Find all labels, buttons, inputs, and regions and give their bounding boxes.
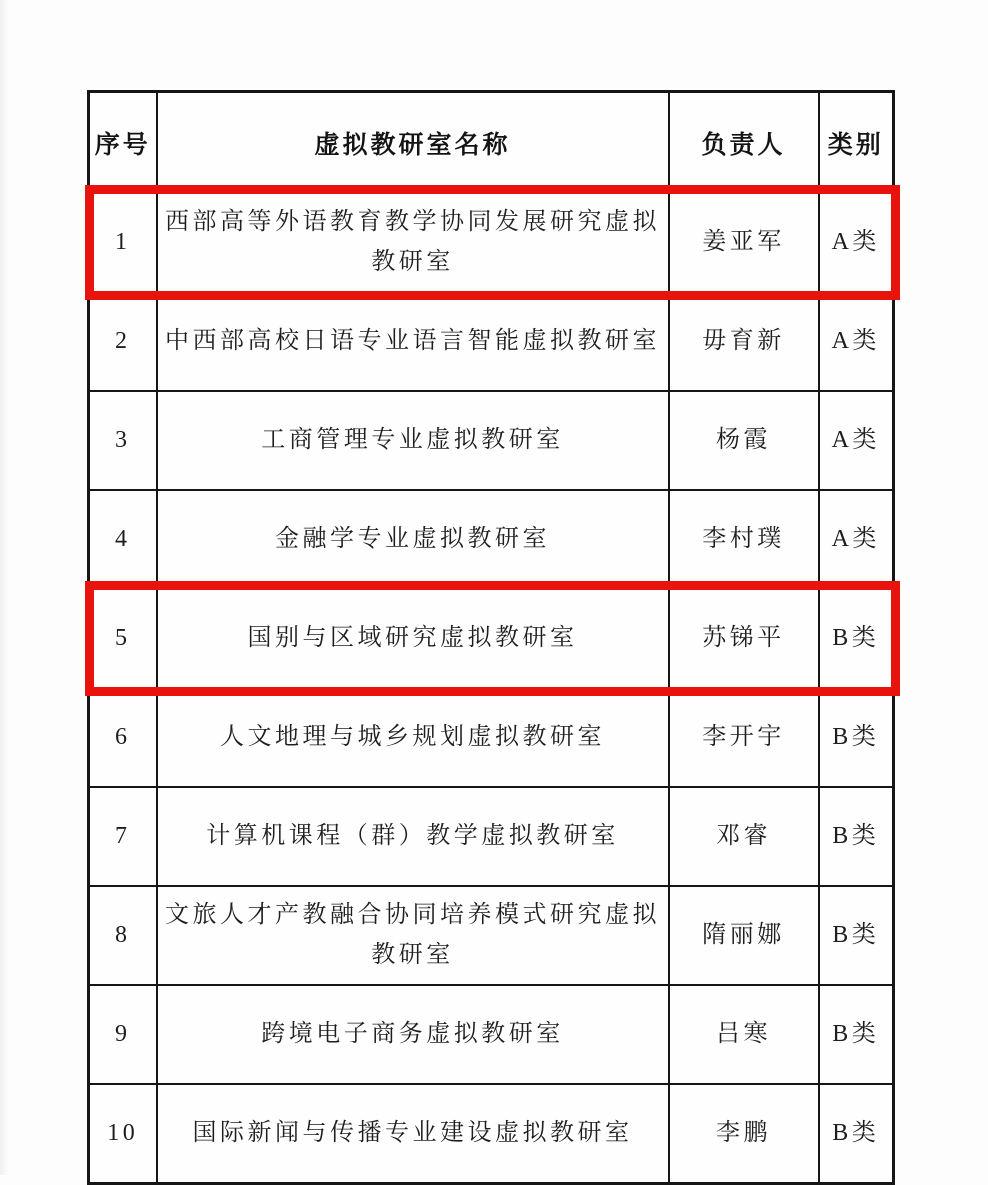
cell-category: A类 — [819, 391, 894, 490]
cell-leader: 姜亚军 — [669, 193, 819, 292]
cell-serial-number: 5 — [89, 589, 157, 688]
table-row — [89, 886, 894, 985]
cell-leader: 李开宇 — [669, 688, 819, 787]
table-row — [89, 985, 894, 1084]
table-area — [87, 90, 907, 1185]
table-row — [89, 589, 894, 688]
header-row — [89, 92, 894, 194]
cell-room-name: 国际新闻与传播专业建设虚拟教研室 — [157, 1084, 669, 1184]
header-leader: 负责人 — [669, 92, 819, 194]
cell-category: B类 — [819, 688, 894, 787]
table-row — [89, 688, 894, 787]
cell-room-name: 人文地理与城乡规划虚拟教研室 — [157, 688, 669, 787]
cell-serial-number: 1 — [89, 193, 157, 292]
cell-leader: 李鹏 — [669, 1084, 819, 1184]
cell-room-name: 跨境电子商务虚拟教研室 — [157, 985, 669, 1084]
cell-serial-number: 9 — [89, 985, 157, 1084]
table-row — [89, 391, 894, 490]
cell-serial-number: 10 — [89, 1084, 157, 1184]
cell-category: B类 — [819, 1084, 894, 1184]
cell-category: A类 — [819, 490, 894, 589]
table-row — [89, 292, 894, 391]
header-category: 类别 — [819, 92, 894, 194]
cell-room-name: 工商管理专业虚拟教研室 — [157, 391, 669, 490]
cell-leader: 邓睿 — [669, 787, 819, 886]
cell-room-name: 中西部高校日语专业语言智能虚拟教研室 — [157, 292, 669, 391]
cell-room-name: 国别与区域研究虚拟教研室 — [157, 589, 669, 688]
cell-room-name: 西部高等外语教育教学协同发展研究虚拟教研室 — [157, 193, 669, 292]
cell-category: B类 — [819, 589, 894, 688]
cell-leader: 隋丽娜 — [669, 886, 819, 985]
cell-leader: 李村璞 — [669, 490, 819, 589]
cell-category: B类 — [819, 985, 894, 1084]
cell-serial-number: 8 — [89, 886, 157, 985]
header-room-name: 虚拟教研室名称 — [157, 92, 669, 194]
table-body — [89, 193, 894, 1184]
table-row — [89, 1084, 894, 1184]
cell-leader: 杨霞 — [669, 391, 819, 490]
cell-room-name: 计算机课程（群）教学虚拟教研室 — [157, 787, 669, 886]
cell-category: A类 — [819, 292, 894, 391]
cell-category: B类 — [819, 886, 894, 985]
cell-category: B类 — [819, 787, 894, 886]
scan-edge-shading — [0, 0, 10, 1175]
table-row — [89, 787, 894, 886]
cell-leader: 毋育新 — [669, 292, 819, 391]
cell-serial-number: 6 — [89, 688, 157, 787]
cell-serial-number: 4 — [89, 490, 157, 589]
cell-room-name: 金融学专业虚拟教研室 — [157, 490, 669, 589]
cell-leader: 苏锑平 — [669, 589, 819, 688]
table-row — [89, 490, 894, 589]
virtual-teaching-office-table — [87, 90, 895, 1185]
cell-serial-number: 7 — [89, 787, 157, 886]
table-row — [89, 193, 894, 292]
header-serial-number: 序号 — [89, 92, 157, 194]
cell-room-name: 文旅人才产教融合协同培养模式研究虚拟教研室 — [157, 886, 669, 985]
cell-serial-number: 2 — [89, 292, 157, 391]
cell-serial-number: 3 — [89, 391, 157, 490]
cell-leader: 吕寒 — [669, 985, 819, 1084]
cell-category: A类 — [819, 193, 894, 292]
